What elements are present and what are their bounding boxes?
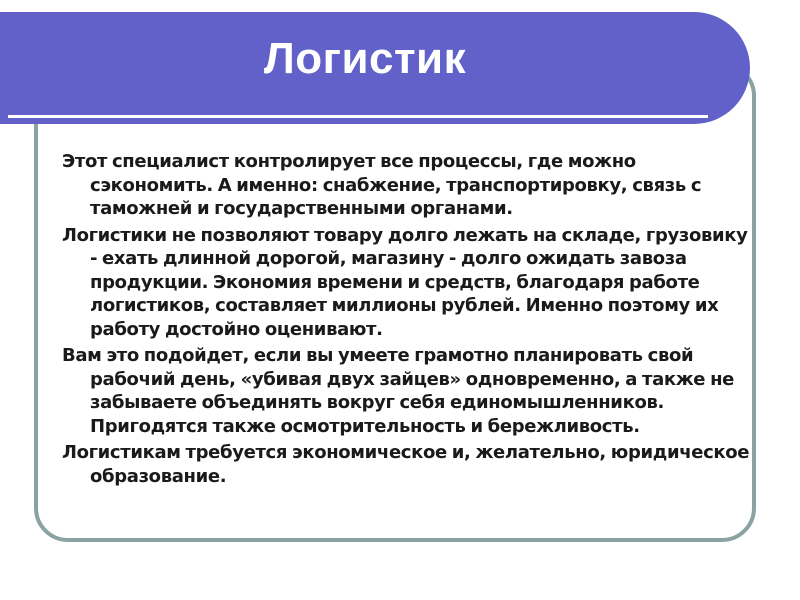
paragraph-3: Вам это подойдет, если вы умеете грамотно планировать свой рабочий день, «убивая двух зайцев» одновременно, а также не забываете объединять вокруг себя единомышленников. Пригодятся также осмотрительность и бережливость.	[62, 345, 735, 437]
title-underline	[8, 115, 708, 118]
paragraph-1: Этот специалист контролирует все процессы, где можно сэкономить. А именно: снабжение, транспортировку, связь с таможней и государственными органами.	[62, 151, 702, 219]
slide-title: Логистик	[263, 34, 467, 83]
paragraph-2: Логистики не позволяют товару долго лежать на складе, грузовику - ехать длинной дорогой, магазину - долго ожидать завоза продукции. Экономия времени и средств, благодаря работе логистиков, составляет миллионы рублей. Именно поэтому их работу достойно оценивают.	[62, 224, 748, 340]
slide-body	[62, 150, 752, 491]
title-banner	[0, 12, 750, 124]
paragraph-4: Логистикам требуется экономическое и, желательно, юридическое образование.	[62, 442, 750, 487]
